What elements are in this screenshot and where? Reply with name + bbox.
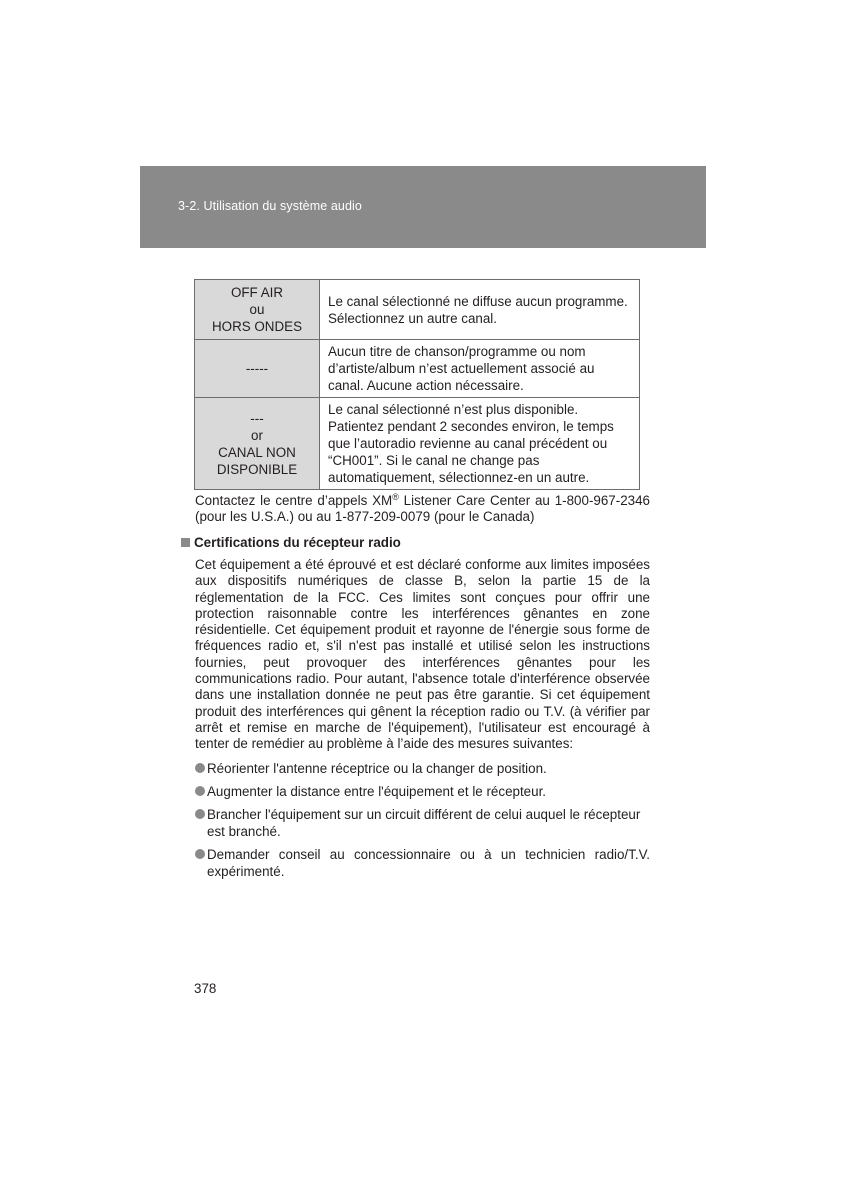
list-item (195, 783, 650, 800)
contact-text: Contactez le centre d’appels XM (195, 493, 393, 508)
key-line: ----- (245, 361, 269, 376)
certifications-body: Cet équipement a été éprouvé et est déclaré conforme aux limites imposées aux dispositifs numériques de classe B, selon la partie 15 de la réglementation de la FCC. Ces limites sont conçues pour offrir une protection raisonnable contre les interférences gênantes en zone résidentielle. Cet équipement produit et rayonne de l'énergie sous forme de fréquences radio et, s'il n'est pas installé et utilisé selon les instructions fournies, peut provoquer des interférences gênantes pour les communications radio. Pour autant, l'absence totale d'interférence observée dans une installation donnée ne peut pas être garantie. Si cet équipement produit des interférences qui gênent la réception radio ou T.V. (à vérifier par arrêt et remise en marche de l'équipement), l'utilisateur est encouragé à tenter de remédier au problème à l’aide des mesures suivantes: (195, 557, 650, 752)
table-key-cell (195, 398, 320, 490)
certifications-title: Certifications du récepteur radio (194, 535, 401, 550)
list-item-text: Réorienter l'antenne réceptrice ou la changer de position. (207, 761, 547, 776)
key-line: CANAL NON (218, 444, 296, 460)
table-row (195, 340, 640, 398)
circle-bullet-icon (195, 849, 205, 859)
status-message-table (194, 279, 640, 490)
key-line: ou (249, 302, 265, 317)
table-key-cell (195, 340, 320, 398)
key-line: --- (250, 410, 264, 426)
contact-text-rest: Listener Care Center au 1-800-967-2346 (pour les U.S.A.) ou au 1-877-209-0079 (pour le Canada) (195, 493, 651, 525)
key-line: HORS ONDES (211, 319, 303, 334)
list-item (195, 806, 650, 840)
table-description-cell: Aucun titre de chanson/programme ou nom d’artiste/album n’est actuellement associé au canal. Aucune action nécessaire. (320, 340, 640, 398)
square-bullet-icon (181, 538, 190, 547)
table-description-cell: Le canal sélectionné n’est plus disponible. Patientez pendant 2 secondes environ, le temps que l’autoradio revienne au canal précédent ou “CH001”. Si le canal ne change pas automatiquement, sélectionnez-en un autre. (320, 398, 640, 490)
section-title: 3-2. Utilisation du système audio (178, 199, 362, 213)
certifications-heading (181, 535, 401, 551)
list-item-text: Demander conseil au concessionnaire ou à un technicien radio/T.V. expérimenté. (207, 847, 650, 879)
circle-bullet-icon (195, 786, 205, 796)
table-row (195, 280, 640, 340)
key-line: DISPONIBLE (216, 461, 298, 477)
contact-note (195, 493, 650, 526)
key-line: or (251, 427, 263, 443)
list-item (195, 846, 650, 880)
table-key-cell (195, 280, 320, 340)
table-description-cell: Le canal sélectionné ne diffuse aucun programme. Sélectionnez un autre canal. (320, 280, 640, 340)
page-number: 378 (194, 981, 217, 996)
key-line: OFF AIR (230, 285, 284, 300)
list-item (195, 760, 650, 777)
list-item-text: Augmenter la distance entre l'équipement et le récepteur. (207, 784, 547, 799)
circle-bullet-icon (195, 763, 205, 773)
table-row (195, 398, 640, 490)
section-header-bar (140, 166, 706, 248)
list-item-text: Brancher l'équipement sur un circuit différent de celui auquel le récepteur est branché. (207, 807, 641, 839)
circle-bullet-icon (195, 809, 205, 819)
registered-mark: ® (392, 492, 399, 502)
